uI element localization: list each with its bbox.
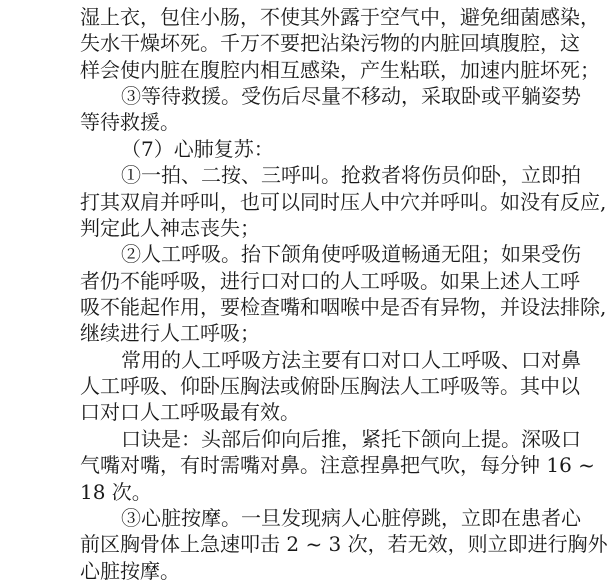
text-line: 吸不能起作用，要检查嘴和咽喉中是否有异物，并设法排除, [80, 295, 607, 319]
text-line: 继续进行人工呼吸； [80, 321, 260, 346]
text-line: 气嘴对嘴，有时需嘴对鼻。注意捏鼻把气吹，每分钟 16 ~ [80, 453, 595, 478]
text-line: 心脏按摩。 [80, 558, 180, 583]
text-line: 打其双肩并呼叫，也可以同时压人中穴并呼叫。如没有反应, [80, 189, 607, 214]
text-line: 者仍不能呼吸，进行口对口的人工呼吸。如果上述人工呼 [80, 268, 580, 293]
text-line: 湿上衣，包住小肠，不使其外露于空气中，避免细菌感染， [80, 5, 600, 29]
text-line: ②人工呼吸。抬下颌角使呼吸道畅通无阻；如果受伤 [121, 242, 581, 267]
text-line: 判定此人神志丧失； [80, 215, 260, 240]
section-heading: （7）心肺复苏： [121, 136, 274, 161]
text-line: ①一拍、二按、三呼叫。抢救者将伤员仰卧，立即拍 [121, 163, 581, 188]
text-line: ③心脏按摩。一旦发现病人心脏停跳，立即在患者心 [121, 505, 581, 530]
text-line: 常用的人工呼吸方法主要有口对口人工呼吸、口对鼻 [121, 347, 581, 372]
text-line: 等待救援。 [80, 110, 180, 135]
text-line: 口对口人工呼吸最有效。 [80, 400, 300, 425]
text-line: ③等待救援。受伤后尽量不移动，采取卧或平躺姿势 [121, 84, 581, 109]
text-line: 18 次。 [80, 479, 152, 504]
text-line: 人工呼吸、仰卧压胸法或俯卧压胸法人工呼吸等。其中以 [80, 374, 580, 399]
text-line: 前区胸骨体上急速叩击 2 ~ 3 次，若无效，则立即进行胸外 [80, 532, 608, 557]
text-line: 失水干燥坏死。千万不要把沾染污物的内脏回填腹腔，这 [80, 31, 580, 56]
text-line: 样会使内脏在腹腔内相互感染，产生粘联，加速内脏坏死； [80, 57, 600, 82]
text-line: 口诀是：头部后仰向后推，紧托下颌向上提。深吸口 [121, 426, 581, 451]
